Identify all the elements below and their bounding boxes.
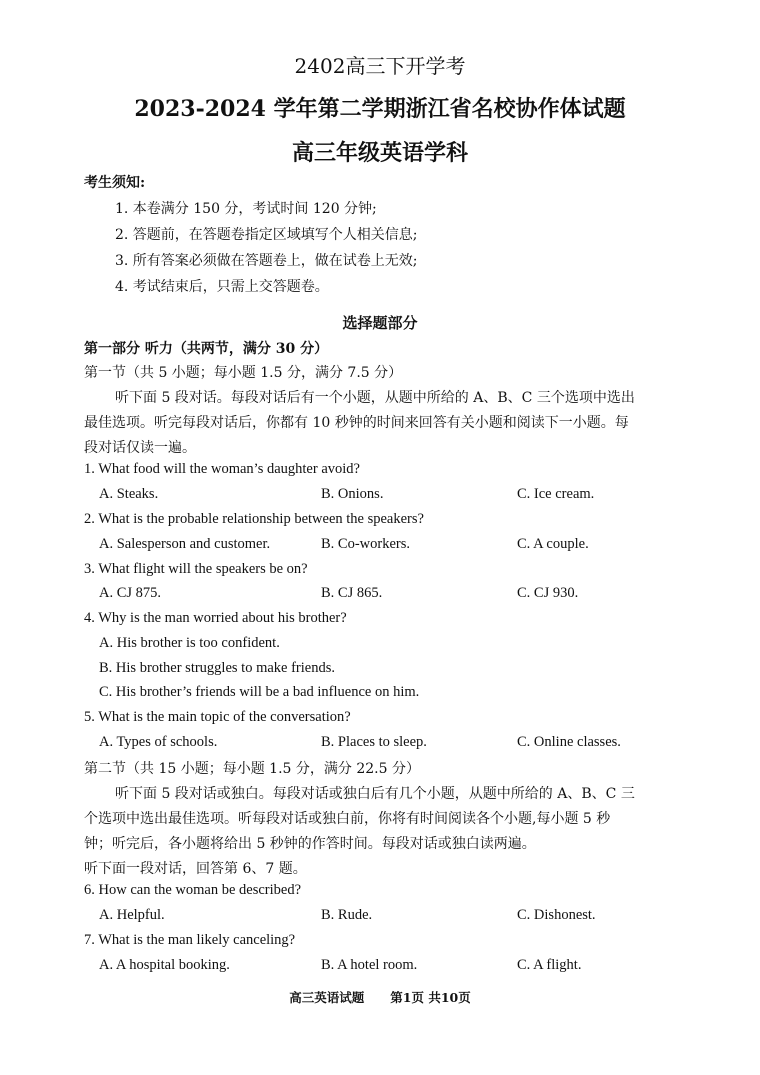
sec2-instruction: 听下面 5 段对话或独白。每段对话或独白后有几个小题，从题中所给的 A、B、C 三 <box>115 786 635 802</box>
q5-option-b: B. Places to sleep. <box>321 734 427 750</box>
q3-option-c: C. CJ 930. <box>517 585 579 601</box>
q6-option-c: C. Dishonest. <box>517 907 596 923</box>
q2-option-a: A. Salesperson and customer. <box>99 536 271 552</box>
part1-title: 第一部分 听力（共两节，满分 30 分） <box>84 341 329 357</box>
q4-option-b: B. His brother struggles to make friends. <box>99 660 335 676</box>
q2-option-b: B. Co-workers. <box>321 536 411 552</box>
question-5: 5. What is the main topic of the conversation? <box>84 709 351 725</box>
q5-option-c: C. Online classes. <box>517 734 621 750</box>
question-3: 3. What flight will the speakers be on? <box>84 561 308 577</box>
q7-option-b: B. A hotel room. <box>321 957 418 973</box>
exam-title: 2023-2024 学年第二学期浙江省名校协作体试题 <box>134 96 626 122</box>
q3-option-a: A. CJ 875. <box>99 585 162 601</box>
q7-option-c: C. A flight. <box>517 957 582 973</box>
question-6: 6. How can the woman be described? <box>84 882 302 898</box>
question-7: 7. What is the man likely canceling? <box>84 932 296 948</box>
q4-option-a: A. His brother is too confident. <box>99 635 280 651</box>
q7-option-a: A. A hospital booking. <box>99 957 230 973</box>
q4-option-c: C. His brother’s friends will be a bad influence on him. <box>99 684 420 700</box>
question-4: 4. Why is the man worried about his brother? <box>84 610 347 626</box>
question-2: 2. What is the probable relationship between the speakers? <box>84 511 424 527</box>
notice-item: 3. 所有答案必须做在答题卷上，做在试卷上无效; <box>115 253 418 269</box>
sec2-lead: 听下面一段对话，回答第 6、7 题。 <box>84 861 307 877</box>
exam-subtitle: 高三年级英语学科 <box>291 140 468 166</box>
q2-option-c: C. A couple. <box>517 536 589 552</box>
notice-item: 2. 答题前，在答题卷指定区域填写个人相关信息; <box>115 227 418 243</box>
exam-code: 2402高三下开学考 <box>294 54 466 78</box>
question-1: 1. What food will the woman’s daughter avoid? <box>84 461 360 477</box>
sec1-instruction: 最佳选项。听完每段对话后，你都有 10 秒钟的时间来回答有关小题和阅读下一小题。每 <box>84 415 629 431</box>
section-heading: 选择题部分 <box>342 314 418 332</box>
notice-item: 4. 考试结束后，只需上交答题卷。 <box>115 279 329 295</box>
sec2-instruction: 钟；听完后，各小题将给出 5 秒钟的作答时间。每段对话或独白读两遍。 <box>84 836 536 852</box>
sec2-instruction: 个选项中选出最佳选项。听每段对话或独白前，你将有时间阅读各个小题,每小题 5 秒 <box>84 811 611 827</box>
q3-option-b: B. CJ 865. <box>321 585 383 601</box>
q6-option-a: A. Helpful. <box>99 907 165 923</box>
sec2-title: 第二节（共 15 小题；每小题 1.5 分，满分 22.5 分） <box>84 761 420 777</box>
page-footer <box>0 988 760 1006</box>
sec1-title: 第一节（共 5 小题；每小题 1.5 分，满分 7.5 分） <box>84 365 403 381</box>
sec1-instruction: 听下面 5 段对话。每段对话后有一个小题，从题中所给的 A、B、C 三个选项中选出 <box>115 390 635 406</box>
q5-option-a: A. Types of schools. <box>99 734 218 750</box>
footer-page-number: 第1页 共10页 <box>390 990 471 1005</box>
q6-option-b: B. Rude. <box>321 907 373 923</box>
notice-label: 考生须知: <box>84 175 146 191</box>
q1-option-c: C. Ice cream. <box>517 486 595 502</box>
sec1-instruction: 段对话仅读一遍。 <box>84 440 196 456</box>
q1-option-a: A. Steaks. <box>99 486 159 502</box>
footer-subject: 高三英语试题 <box>289 990 365 1005</box>
notice-item: 1. 本卷满分 150 分，考试时间 120 分钟; <box>115 201 377 217</box>
q1-option-b: B. Onions. <box>321 486 384 502</box>
